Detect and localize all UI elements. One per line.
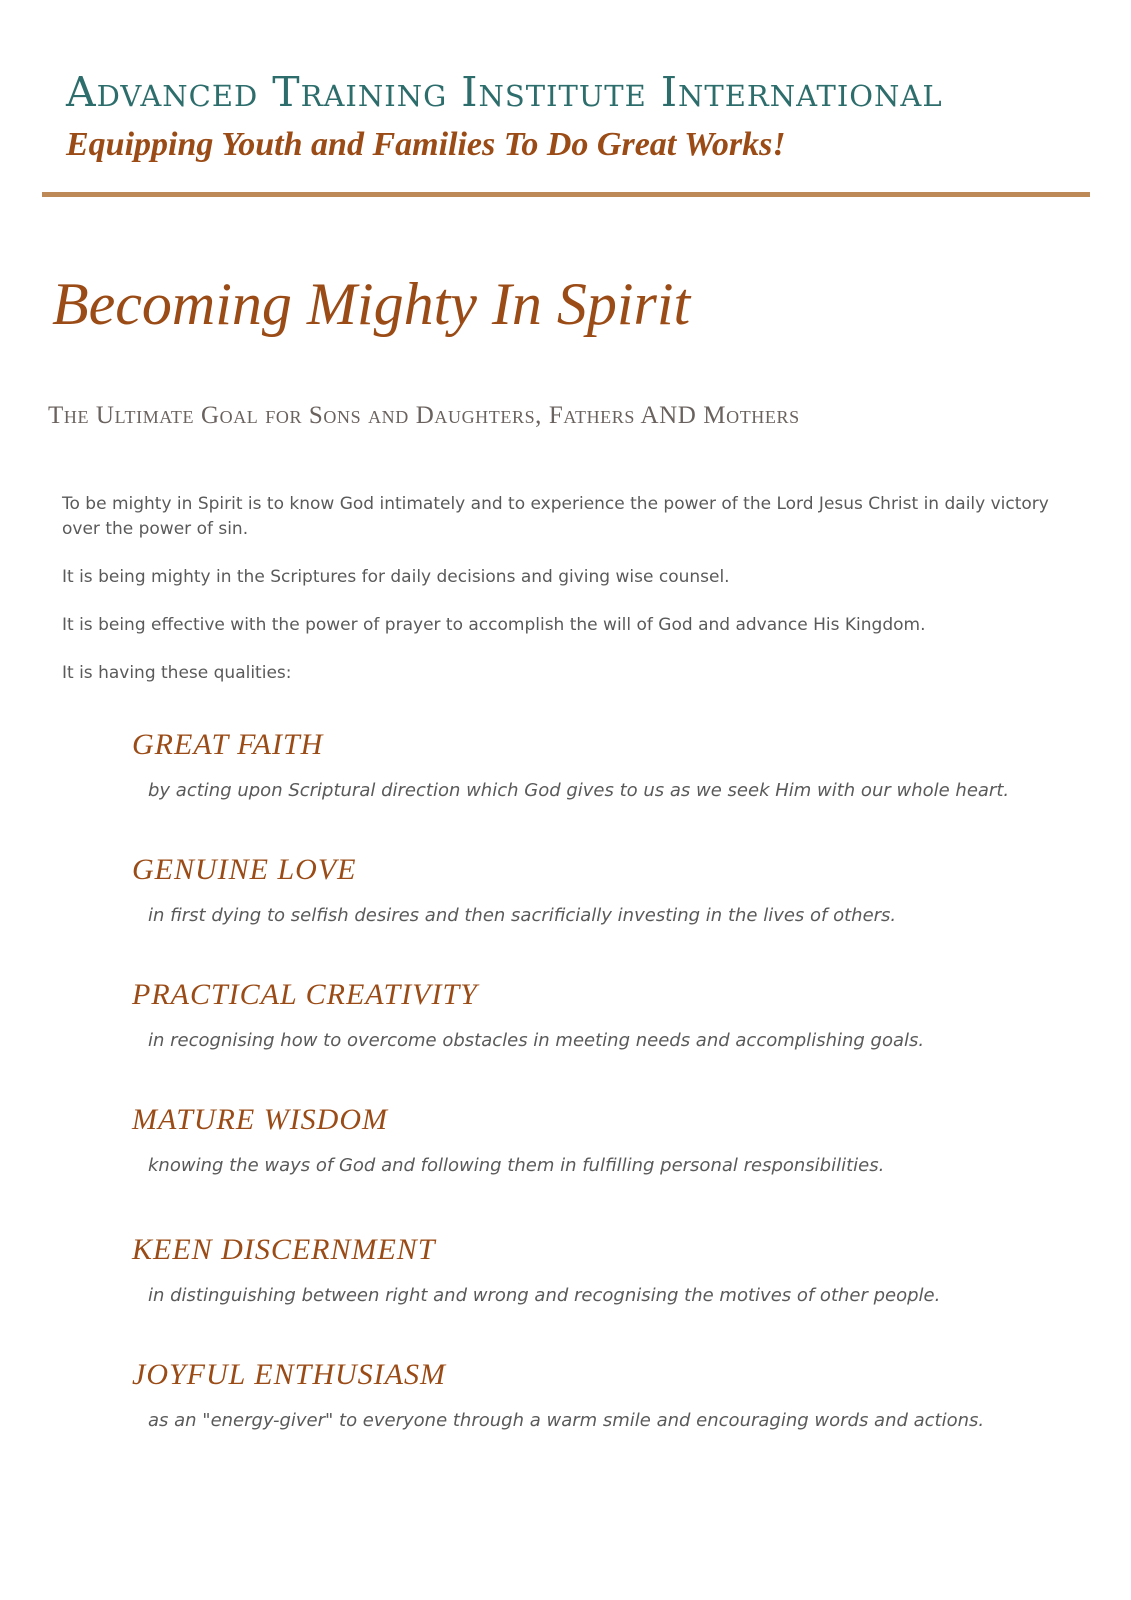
tagline: Equipping Youth and Families To Do Great Works! xyxy=(66,126,786,163)
quality-description: in first dying to selfish desires and then sacrificially investing in the lives of others. xyxy=(148,905,897,926)
quality-name: GENUINE LOVE xyxy=(132,853,357,886)
quality-description: in recognising how to overcome obstacles in meeting needs and accomplishing goals. xyxy=(148,1030,925,1051)
quality-name: PRACTICAL CREATIVITY xyxy=(132,978,478,1011)
quality-name: JOYFUL ENTHUSIASM xyxy=(132,1358,446,1391)
intro-paragraph: To be mighty in Spirit is to know God intimately and to experience the power of the Lord Jesus Christ in daily victory over the power of sin. xyxy=(62,494,1049,539)
intro-paragraph: It is being mighty in the Scriptures for daily decisions and giving wise counsel. xyxy=(62,567,730,587)
intro-paragraph: It is having these qualities: xyxy=(62,663,292,683)
quality-description: knowing the ways of God and following them in fulfilling personal responsibilities. xyxy=(148,1155,885,1176)
quality-name: GREAT FAITH xyxy=(132,728,324,761)
page-title: Becoming Mighty In Spirit xyxy=(52,271,691,337)
quality-name: MATURE WISDOM xyxy=(132,1103,389,1136)
quality-description: as an "energy-giver" to everyone through a warm smile and encouraging words and actions. xyxy=(148,1410,985,1431)
quality-description: in distinguishing between right and wrong and recognising the motives of other people. xyxy=(148,1285,941,1306)
page-subtitle: The Ultimate Goal for Sons and Daughters, Fathers AND Mothers xyxy=(48,402,800,429)
org-name: Advanced Training Institute International xyxy=(66,68,943,116)
quality-name: KEEN DISCERNMENT xyxy=(132,1233,436,1266)
intro-paragraph: It is being effective with the power of prayer to accomplish the will of God and advance His Kingdom. xyxy=(62,615,926,635)
quality-description: by acting upon Scriptural direction which God gives to us as we seek Him with our whole heart. xyxy=(148,780,1010,801)
